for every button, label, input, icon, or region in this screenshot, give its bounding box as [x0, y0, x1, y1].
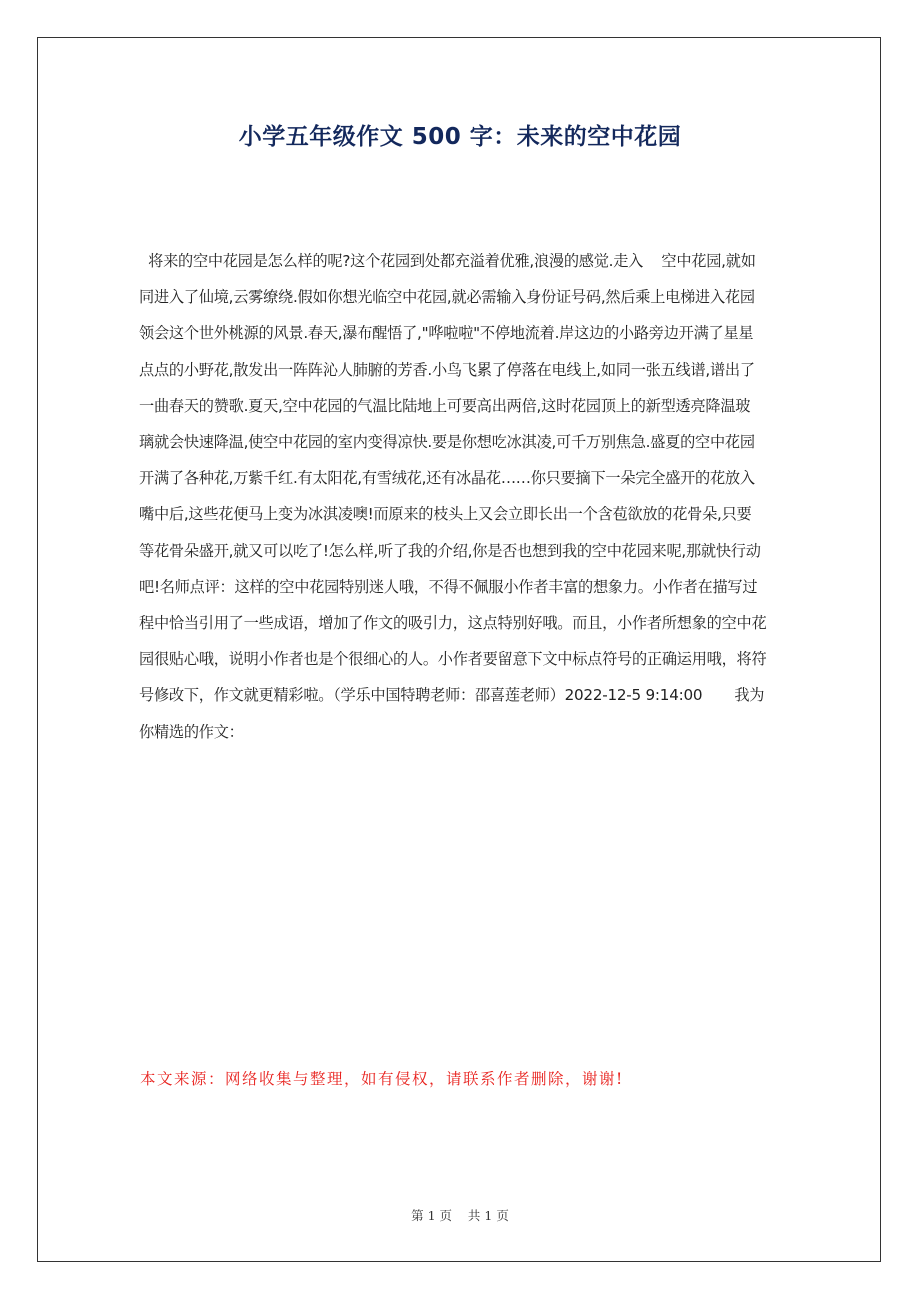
body-line: 程中恰当引用了一些成语，增加了作文的吸引力，这点特别好哦。而且，小作者所想象的空中花: [139, 614, 767, 633]
body-line: 园很贴心哦，说明小作者也是个很细心的人。小作者要留意下文中标点符号的正确运用哦，将符: [139, 650, 767, 669]
body-line: 将来的空中花园是怎么样的呢?这个花园到处都充溢着优雅,浪漫的感觉.走入 空中花园,就如: [139, 252, 756, 270]
body-line: 吧!名师点评：这样的空中花园特别迷人哦，不得不佩服小作者丰富的想象力。小作者在描写过: [139, 577, 758, 596]
body-line: 开满了各种花,万紫千红.有太阳花,有雪绒花,还有冰晶花……你只要摘下一朵完全盛开的花放入: [139, 469, 755, 488]
body-line: 等花骨朵盛开,就又可以吃了!怎么样,听了我的介绍,你是否也想到我的空中花园来呢,那就快行动: [139, 541, 761, 560]
document-title: 小学五年级作文 500 字：未来的空中花园: [238, 124, 682, 150]
source-disclaimer: 本文来源：网络收集与整理，如有侵权，请联系作者删除，谢谢!: [140, 1070, 624, 1088]
body-line: 一曲春天的赞歌.夏天,空中花园的气温比陆地上可要高出两倍,这时花园顶上的新型透亮降温玻: [139, 396, 751, 415]
document-body: [139, 243, 783, 750]
page-number-footer: 第 1 页 共 1 页: [411, 1208, 509, 1223]
body-line: 领会这个世外桃源的风景.春天,瀑布醒悟了,"哗啦啦"不停地流着.岸这边的小路旁边开满了星星: [139, 324, 754, 343]
body-line: 你精选的作文：: [139, 722, 244, 741]
body-line: 点点的小野花,散发出一阵阵沁人肺腑的芳香.小鸟飞累了停落在电线上,如同一张五线谱,谱出了: [139, 360, 755, 379]
body-line: 嘴中后,这些花便马上变为冰淇凌噢!而原来的枝头上又会立即长出一个含苞欲放的花骨朵,只要: [139, 505, 752, 524]
body-line: 璃就会快速降温,使空中花园的室内变得凉快.要是你想吃冰淇凌,可千万别焦急.盛夏的空中花园: [139, 433, 755, 452]
body-line: 号修改下，作文就更精彩啦。（学乐中国特聘老师：邵喜莲老师）2022-12-5 9:14:00 我为: [139, 686, 765, 705]
body-line: 同进入了仙境,云雾缭绕.假如你想光临空中花园,就必需输入身份证号码,然后乘上电梯进入花园: [139, 288, 755, 307]
